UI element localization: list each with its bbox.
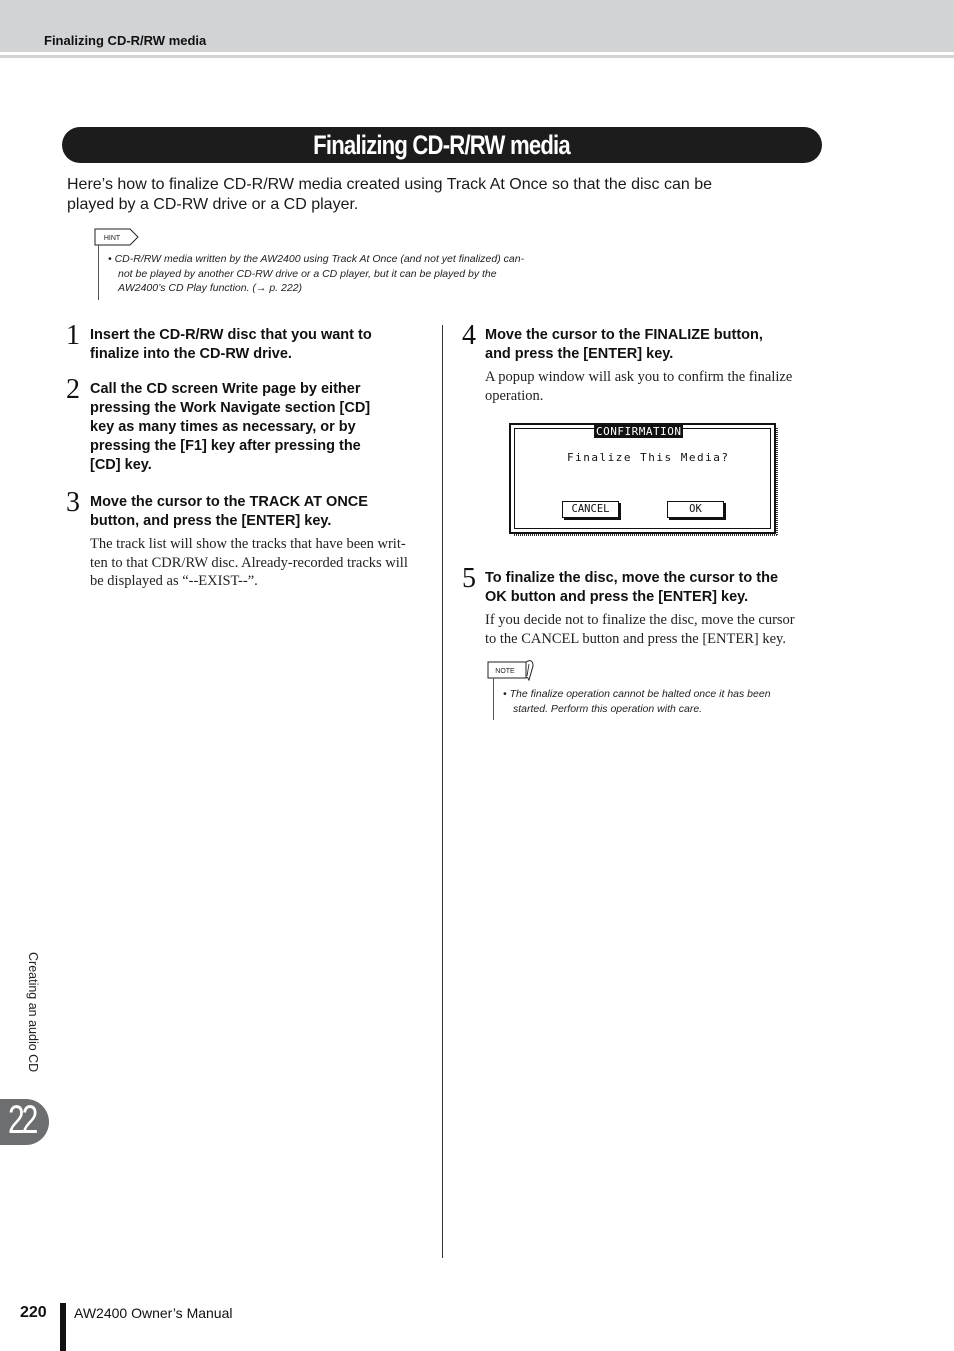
heading-line: pressing the Work Navigate section [CD] xyxy=(90,400,371,416)
heading-line: button, and press the [ENTER] key. xyxy=(90,513,332,529)
heading-line: To finalize the disc, move the cursor to the xyxy=(485,570,779,586)
page-number: 220 xyxy=(20,1304,47,1321)
note-rule xyxy=(493,678,494,720)
step-4-body xyxy=(485,368,825,405)
ok-button[interactable]: OK xyxy=(667,501,724,518)
dialog-shadow xyxy=(776,428,778,536)
note-line: • The finalize operation cannot be halted once it has been xyxy=(503,688,771,700)
intro-line: Here’s how to finalize CD-R/RW media created using Track At Once so that the disc can be xyxy=(67,176,713,193)
note-text xyxy=(503,687,803,716)
intro-line: played by a CD-RW drive or a CD player. xyxy=(67,196,359,213)
heading-line: key as many times as necessary, or by xyxy=(90,419,356,435)
body-line: The track list will show the tracks that have been writ- xyxy=(90,536,406,552)
manual-title: AW2400 Owner’s Manual xyxy=(74,1305,233,1321)
note-line: started. Perform this operation with care. xyxy=(513,702,703,715)
step-5-heading xyxy=(485,569,830,607)
note-tag-icon xyxy=(487,658,537,684)
step-5-body xyxy=(485,611,830,648)
heading-line: Move the cursor to the FINALIZE button, xyxy=(485,327,763,343)
intro-paragraph xyxy=(67,175,807,215)
heading-line: finalize into the CD-RW drive. xyxy=(90,346,292,362)
step-4-number: 4 xyxy=(462,320,476,351)
step-3-body xyxy=(90,535,435,591)
step-5-number: 5 xyxy=(462,563,476,594)
hint-line: AW2400’s CD Play function. (→ p. 222) xyxy=(118,282,303,294)
step-3-number: 3 xyxy=(66,487,80,518)
body-line: A popup window will ask you to confirm the finalize xyxy=(485,369,793,385)
hint-line: • CD-R/RW media written by the AW2400 using Track At Once (and not yet finalized) can- xyxy=(108,253,525,265)
step-2-heading xyxy=(90,380,430,475)
body-line: be displayed as “--EXIST--”. xyxy=(90,573,258,589)
heading-line: Move the cursor to the TRACK AT ONCE xyxy=(90,494,368,510)
step-1-number: 1 xyxy=(66,320,80,351)
heading-line: Insert the CD-R/RW disc that you want to xyxy=(90,327,372,343)
step-1-heading xyxy=(90,326,430,364)
chapter-label: Creating an audio CD xyxy=(26,952,40,1073)
dialog-inner-border xyxy=(514,428,771,529)
step-2-number: 2 xyxy=(66,374,80,405)
hint-line: not be played by another CD-RW drive or a CD player, but it can be played by the xyxy=(118,267,497,280)
dialog-message: Finalize This Media? xyxy=(567,451,730,464)
cancel-button[interactable]: CANCEL xyxy=(562,501,619,518)
hint-tag-icon xyxy=(94,226,142,248)
section-title-bar xyxy=(62,127,822,163)
heading-line: OK button and press the [ENTER] key. xyxy=(485,589,749,605)
heading-line: [CD] key. xyxy=(90,457,152,473)
body-line: ten to that CDR/RW disc. Already-recorded tracks will xyxy=(90,554,408,571)
hint-tag-label: HINT xyxy=(103,235,121,242)
step-4-heading xyxy=(485,326,825,364)
dialog-title: CONFIRMATION xyxy=(596,425,682,438)
body-line: operation. xyxy=(485,387,544,404)
body-line: If you decide not to finalize the disc, move the cursor xyxy=(485,612,795,628)
header-rule xyxy=(0,55,954,58)
heading-line: Call the CD screen Write page by either xyxy=(90,381,361,397)
column-divider xyxy=(442,325,443,1258)
heading-line: pressing the [F1] key after pressing the xyxy=(90,438,361,454)
hint-rule xyxy=(98,245,99,300)
chapter-number: 22 xyxy=(8,1098,36,1142)
body-line: to the CANCEL button and press the [ENTER] key. xyxy=(485,630,786,647)
note-tag-label: NOTE xyxy=(495,668,515,675)
running-title: Finalizing CD-R/RW media xyxy=(44,33,207,48)
heading-line: and press the [ENTER] key. xyxy=(485,346,674,362)
section-title: Finalizing CD-R/RW media xyxy=(313,129,571,160)
footer-bar xyxy=(60,1303,66,1351)
confirmation-dialog xyxy=(509,423,776,534)
step-3-heading xyxy=(90,493,430,531)
hint-text xyxy=(108,252,568,296)
dialog-shadow xyxy=(514,534,778,536)
